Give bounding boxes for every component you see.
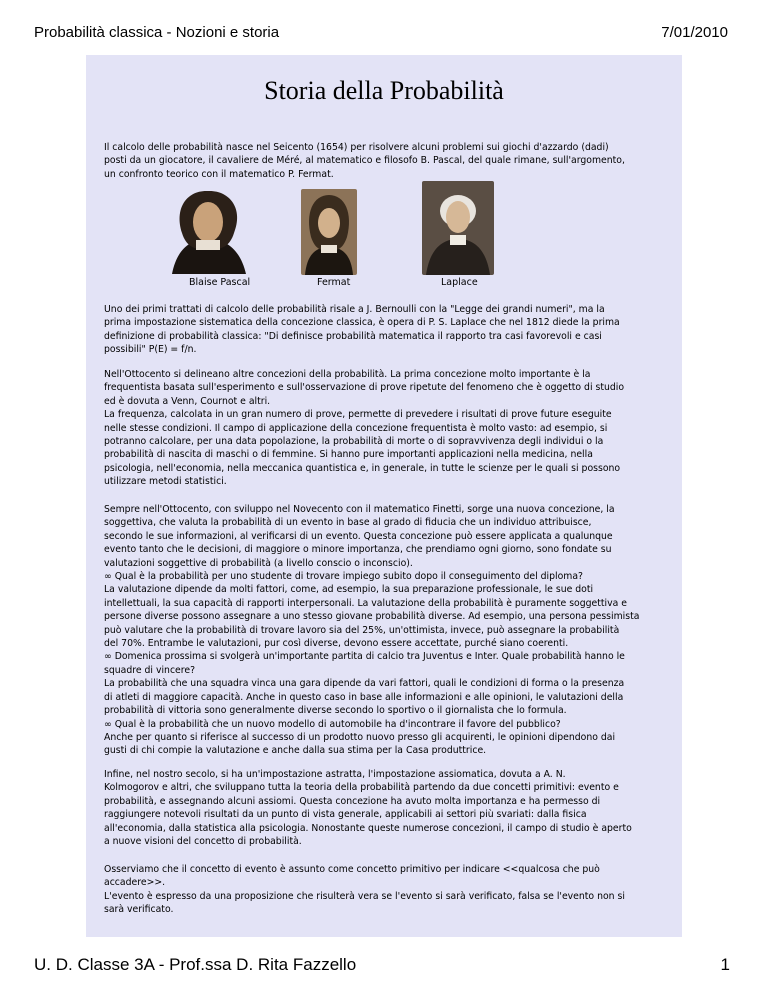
fermat-caption: Fermat [317,277,351,288]
paragraph-origins: Il calcolo delle probabilità nasce nel Seicento (1654) per risolvere alcuni problemi sui giochi d'azzardo (dadi) posti da un giocatore, il cavaliere de Méré, al matematico e filosofo B. Pascal, del quale rimane, sull'argomento, un confronto teorico con il matematico P. Fermat. [104,142,625,180]
page-number: 1 [720,955,730,974]
fermat-portrait [301,189,357,275]
laplace-portrait [422,181,494,275]
pascal-portrait [152,188,264,274]
paragraph-classical: Uno dei primi trattati di calcolo delle probabilità risale a J. Bernoulli con la "Legge dei grandi numeri", ma la prima impostazione sistematica della concezione classica, è opera di P. S. Laplace che nel 1812 diede la prima definizione di probabilità classica: "Di definisce probabilità matematica il rapporto tra casi favorevoli e casi possibili" P(E) = f/n. [104,304,620,356]
paragraph-axiomatic: Infine, nel nostro secolo, si ha un'impostazione astratta, l'impostazione assiomatica, dovuta a A. N. Kolmogorov e altri, che sviluppano tutta la teoria della probabilità partendo da due concetti primitivi: evento e probabilità, e assegnando alcuni assiomi. Questa concezione ha avuto molta importanza e ha permesso di raggiungere notevoli risultati da un punto di vista generale, applicabili ai settori più svariati: dalla fisica all'economia, dalla statistica alla psicologia. Nonostante queste numerose concezioni, il campo di studio è aperto a nuove visioni del concetto di probabilità. [104,769,632,848]
content-panel [86,55,682,937]
paragraph-frequentist: Nell'Ottocento si delineano altre concezioni della probabilità. La prima concezione molto importante è la frequentista basata sull'esperimento e sull'osservazione di prove ripetute del fenomeno che è oggetto di studio ed è dovuta a Venn, Cournot e altri. La frequenza, calcolata in un gran numero di prove, permette di prevedere i risultati di prove future eseguite nelle stesse condizioni. Il campo di applicazione della concezione frequentista è molto vasto: ad esempio, si potranno calcolare, per una data popolazione, la probabilità di morte o di sopravvivenza degli individui o la probabilità di nascita di maschi o di femmine. Si hanno pure importanti applicazioni nella medicina, nella psicologia, nell'economia, nella meccanica quantistica e, in generale, in tutte le scienze per le quali si possono utilizzare metodi statistici. [104,369,625,488]
paragraph-subjective: Sempre nell'Ottocento, con sviluppo nel Novecento con il matematico Finetti, sorge una nuova concezione, la soggettiva, che valuta la probabilità di un evento in base al grado di fiducia che un individuo attribuisce, secondo le sue informazioni, al verificarsi di un evento. Questa concezione può essere applicata a qualunque evento tanto che le decisioni, di maggiore o minore importanza, che prendiamo ogni giorno, sono fondate su valutazioni soggettive di probabilità (a livello conscio o inconscio). ∞ Qual è la probabilità per uno studente di trovare impiego subito dopo il conseguimento del diploma? La valutazione dipende da molti fattori, come, ad esempio, la sua preparazione professionale, le sue doti intellettuali, la sua capacità di rapporti interpersonali. La valutazione della probabilità è puramente soggettiva e persone diverse possono assegnare a uno stesso giovane probabilità diverse. Ad esempio, una persona pessimista può valutare che la probabilità di trovare lavoro sia del 25%, un'ottimista, invece, può assegnare la probabilità del 70%. Entrambe le valutazioni, pur così diverse, devono essere accettate, purché siano coerenti. ∞ Domenica prossima si svolgerà un'importante partita di calcio tra Juventus e Inter. Quale probabilità hanno le squadre di vincere? La probabilità che una squadra vinca una gara dipende da vari fattori, quali le condizioni di forma o la presenza di atleti di maggiore capacità. Anche in questo caso in base alle informazioni e alle opinioni, le valutazioni della probabilità di vittoria sono generalmente diverse secondo lo sportivo o il giornalista che lo formula. ∞ Qual è la probabilità che un nuovo modello di automobile ha d'incontrare il favore del pubblico? Anche per quanto si riferisce al successo di un prodotto nuovo presso gli acquirenti, le opinioni dipendono dai gusti di chi compie la valutazione e anche dalla sua stima per la Casa produttrice. [104,504,640,757]
document-date: 7/01/2010 [661,24,728,41]
laplace-caption: Laplace [441,277,478,288]
document-title-header: Probabilità classica - Nozioni e storia [34,24,280,41]
page-title: Storia della Probabilità [264,76,504,105]
footer-author: U. D. Classe 3A - Prof.ssa D. Rita Fazzello [34,955,357,974]
pascal-caption: Blaise Pascal [189,277,251,288]
paragraph-event: Osserviamo che il concetto di evento è assunto come concetto primitivo per indicare <<qualcosa che può accadere>>. L'evento è espresso da una proposizione che risulterà vera se l'evento si sarà verificato, falsa se l'evento non si sarà verificato. [104,864,625,916]
